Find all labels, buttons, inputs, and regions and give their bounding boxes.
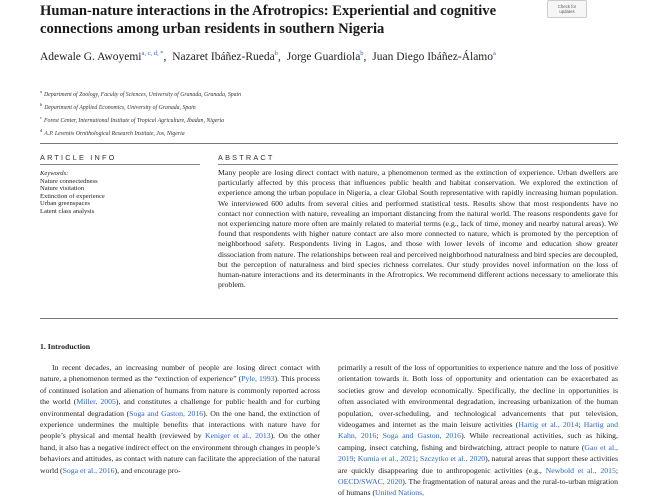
abstract-text: Many people are losing direct contact with nature, a phenomenon termed as the extinction of experience. Urban dwellers are particularly affected by this process that influences public health and habitat conservation. We explored the extinction of experience among the urban populace in Nigeria, a clear Global South representative with rapidly increasing human population. We interviewed 600 adults from several cities and performed statistical tests. Results show that most respondents have no contact nor connection with nature, revealing an important distancing from the natural world. The reasons respondents gave for not experiencing nature more often are mainly related to material terms (e.g., lack of time, money and nearby natural areas). We found that respondents with higher nature contact are also more connected to nature, which is promoted by the perception of neighborhood safety. Respondents living in Lagos, and those with lower levels of income and education show greater dissociation from nature. The relationships between real and perceived neighborhood naturalness and bird species are decoupled, but the perception of naturalness and bird species richness correlates. Our study provides novel information on the loss of human-nature interactions and its determinants in the Afrotropics. We recommend different actions necessary to ameliorate this problem. (218, 168, 618, 290)
affiliation-list (40, 87, 440, 139)
body-text: ), natural areas that support these activities are quickly disappearing due to anthropogenic activities (e.g., (338, 454, 618, 475)
author-name[interactable]: Jorge Guardiola (286, 50, 361, 63)
check-for-updates-badge[interactable] (547, 0, 587, 18)
keywords-label: Keywords: (40, 170, 69, 177)
article-info-rule (40, 164, 200, 165)
keyword-item: Urban greenspaces (40, 200, 90, 208)
citation-link[interactable]: United Nations, (375, 488, 425, 498)
body-text: ; (353, 454, 358, 464)
body-text: In recent decades, an increasing number of people are losing direct contact with nature, a phenomenon termed as the “extinction of experience” ( (40, 363, 320, 384)
introduction-heading: 1. Introduction (40, 342, 91, 351)
author-name[interactable]: Juan Diego Ibáñez-Álamo (372, 50, 494, 63)
article-title: Human-nature interactions in the Afrotropics: Experiential and cognitive connections among urban residents in southern Nigeria (40, 3, 497, 37)
affiliation-item: $^a$Department of Zoology, Faculty of Sciences, University of Granada, Granada, Spain (40, 89, 242, 98)
keyword-item: Nature visitation (40, 185, 85, 193)
abstract-heading: ABSTRACT (218, 153, 275, 162)
citation-link[interactable]: Szczytko et al., 2020 (420, 454, 486, 464)
intro-column-left (40, 362, 320, 476)
citation-link[interactable]: Soga and Gaston, 2016 (382, 431, 462, 441)
author-name[interactable]: Adewale G. Awoyemi (40, 50, 142, 63)
badge-line-1: Check for (557, 4, 577, 9)
citation-link[interactable]: Hartig and Kahn, 2016 (338, 420, 618, 441)
citation-link[interactable]: Keniger et al., 2013 (205, 431, 271, 441)
author-list: Adewale G. Awoyemi$^{a, c, d, *}$, Nazaret Ibáñez-Rueda$^b$, Jorge Guardiola$^b$, Juan Diego Ibáñez-Álamo$^a$ (40, 50, 496, 63)
body-text: ; (376, 431, 383, 441)
citation-link[interactable]: Pyle, 1993 (241, 374, 275, 384)
citation-link[interactable]: Miller, 2005 (76, 397, 116, 407)
author-affiliation-marks[interactable]: b (360, 50, 364, 57)
body-text: ). While recreational activities, such as hiking, camping, insect catching, fishing and birdwatching, attract people to nature ( (338, 431, 618, 452)
keyword-item: Nature connectedness (40, 177, 98, 185)
affiliation-item: $^d$A.P. Leventis Ornithological Research Institute, Jos, Nigeria (40, 127, 185, 137)
badge-line-2: updates (559, 9, 575, 14)
intro-column-right (338, 362, 618, 499)
body-text: ). On the other hand, it also has a negative indirect effect on the environment through changes in people’s behaviors and attitudes, as contact with nature can facilitate the appreciation of the natural world ( (40, 431, 320, 475)
keywords-block (40, 170, 180, 216)
affiliation-item: $^b$Department of Applied Economics, University of Granada, Spain (40, 101, 196, 111)
body-text: ). This process of continued isolation and alienation of humans from nature is commonly reported across the world ( (40, 374, 320, 407)
body-text: ). The fragmentation of natural areas and the rural-to-urban migration of humans ( (338, 477, 618, 498)
keyword-item: Latent class analysis (40, 207, 95, 215)
keyword-item: Extinction of experience (40, 192, 105, 200)
body-text: ), and encourage pro- (114, 465, 181, 475)
citation-link[interactable]: Hartig et al., 2014 (518, 420, 579, 430)
body-text: ; (578, 420, 584, 430)
abstract-rule (218, 164, 618, 165)
citation-link[interactable]: Soga and Gaston, 2016 (129, 408, 204, 418)
affiliation-item: $^c$Forest Center, International Institute of Tropical Agriculture, Ibadan, Nigeria (40, 114, 225, 124)
citation-link[interactable]: OECD/SWAC, 2020 (338, 477, 403, 487)
body-text: ), and constitutes a challenge for public health and for curbing environmental degradation ( (40, 397, 321, 418)
citation-link[interactable]: Newbold et al., 2015 (545, 465, 616, 475)
article-info-heading: ARTICLE INFO (40, 153, 117, 162)
abstract-divider (40, 318, 618, 319)
citation-link[interactable]: Soga et al., 2016 (62, 465, 115, 475)
author-affiliation-marks[interactable]: b (274, 50, 278, 57)
author-affiliation-marks[interactable]: a (493, 50, 496, 57)
body-text: ). On the one hand, the extinction of experience undermines the multiple benefits that interactions with nature have for people’s physical and mental health (reviewed by (40, 408, 320, 441)
body-text: ; (415, 454, 421, 464)
citation-link[interactable]: Kurnia et al., 2021 (357, 454, 416, 464)
author-affiliation-marks[interactable]: a, c, d, * (141, 50, 164, 57)
author-name[interactable]: Nazaret Ibáñez-Rueda (172, 50, 275, 63)
body-text: ; (615, 465, 618, 475)
citation-link[interactable]: Gao et al., 2019 (338, 442, 618, 464)
header-divider (40, 143, 618, 144)
body-text: primarily a result of the loss of opportunities to experience nature and the loss of positive orientation towards it. Both loss of opportunity and orientation can be exacerbated as societies grow and develop economically. Specifically, the decline in opportunities is often associated with environmental degradation, increasing urbanization of the human population, over-scheduling, and technological advancements that put television, videogames and internet as the main leisure activities ( (338, 363, 618, 430)
